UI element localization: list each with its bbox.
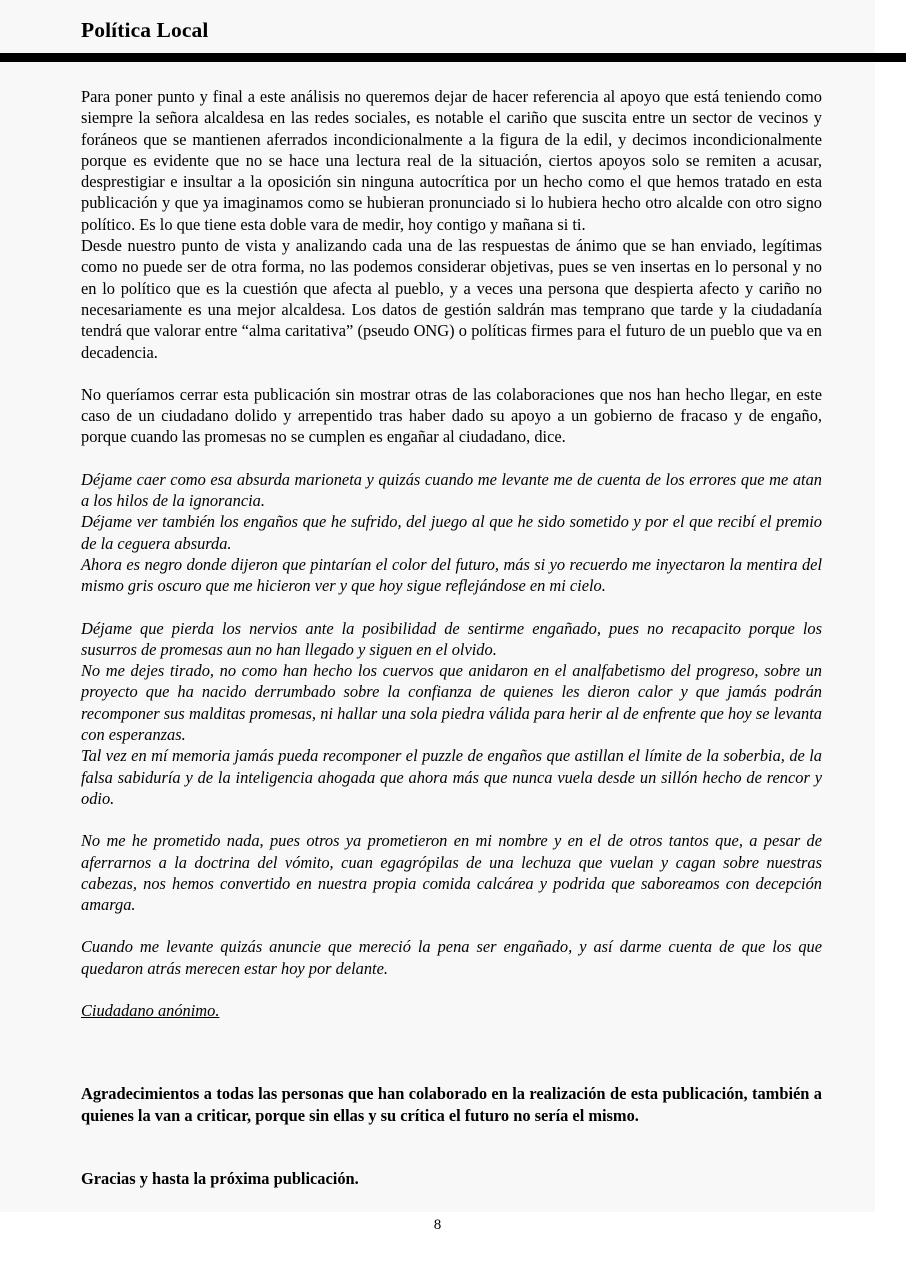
- letter-stanza-1-line-2: Déjame ver también los engaños que he sufrido, del juego al que he sido sometido y por el que recibí el premio de la ceguera absurda.: [81, 512, 822, 553]
- letter-stanza-2-line-3: Tal vez en mí memoria jamás pueda recomponer el puzzle de engaños que astillan el límite de la soberbia, de la falsa sabiduría y de la inteligencia ahogada que ahora más que nunca vuela desde un sillón hecho de rencor y odio.: [81, 746, 822, 808]
- letter-signature: [81, 1000, 822, 1021]
- letter-stanza-3: No me he prometido nada, pues otros ya prometieron en mi nombre y en el de otros tantos que, a pesar de aferrarnos a la doctrina del vómito, cuan egagrópilas de una lechuza que vuelan y cagan sobre nuestras cabezas, nos hemos convertido en nuestra propia comida calcárea y podrida que saboreamos con decepción amarga.: [81, 831, 822, 915]
- letter-stanza-4: Cuando me levante quizás anuncie que mereció la pena ser engañado, y así darme cuenta de que los que quedaron atrás merecen estar hoy por delante.: [81, 937, 822, 978]
- page-header: [0, 0, 875, 50]
- document-body: [81, 86, 822, 1189]
- letter-stanza-1-line-1: Déjame caer como esa absurda marioneta y quizás cuando me levante me de cuenta de los errores que me atan a los hilos de la ignorancia.: [81, 469, 822, 511]
- letter-stanza-1-line-3: Ahora es negro donde dijeron que pintarían el color del futuro, más si yo recuerdo me inyectaron la mentira del mismo gris oscuro que me hicieron ver y que hoy sigue reflejándose en mi cielo.: [81, 554, 822, 596]
- letter-signature-text: Ciudadano anónimo.: [81, 1000, 220, 1020]
- header-divider-rule: [0, 53, 906, 62]
- closing-paragraph: Gracias y hasta la próxima publicación.: [81, 1168, 359, 1188]
- page-number: 8: [433, 1217, 442, 1233]
- paragraph-intro: Para poner punto y final a este análisis no queremos dejar de hacer referencia al apoyo que está teniendo como siempre la señora alcaldesa en las redes sociales, es notable el cariño que suscita entre un sector de vecinos y foráneos que se mantienen aferrados incondicionalmente a la figura de la edil, y decimos incondicionalmente porque es evidente que no se hace una lectura real de la situación, ciertos apoyos solo se remiten a acusar, desprestigiar e insultar a la oposición sin ninguna autocrítica por un hecho como el que hemos tratado en esta publicación y que ya imaginamos como se hubieran pronunciado si lo hubiera hecho otro alcalde con otro signo político. Es lo que tiene esta doble vara de medir, hoy contigo y mañana si ti.: [81, 87, 822, 234]
- page-title: Política Local: [81, 18, 209, 42]
- letter-stanza-2-line-1: Déjame que pierda los nervios ante la posibilidad de sentirme engañado, pues no recapacito porque los susurros de promesas aun no han llegado y siguen en el olvido.: [81, 618, 822, 659]
- paragraph-analysis: Desde nuestro punto de vista y analizando cada una de las respuestas de ánimo que se han enviado, legítimas como no puede ser de otra forma, no las podemos considerar objetivas, pues se ven insertas en lo personal y no en lo político que es la cuestión que afecta al pueblo, y a veces una persona que despierta afecto y cariño no necesariamente es una mejor alcaldesa. Los datos de gestión saldrán mas temprano que tarde y la ciudadanía tendrá que valorar entre “alma caritativa” (pseudo ONG) o políticas firmes para el futuro de un pueblo que va en decadencia.: [81, 236, 822, 362]
- paragraph-collaborations: No queríamos cerrar esta publicación sin mostrar otras de las colaboraciones que nos han hecho llegar, en este caso de un ciudadano dolido y arrepentido tras haber dado su apoyo a un gobierno de fracaso y de engaño, porque cuando las promesas no se cumplen es engañar al ciudadano, dice.: [81, 384, 822, 447]
- acknowledgements-paragraph: Agradecimientos a todas las personas que han colaborado en la realización de esta publicación, también a quienes la van a criticar, porque sin ellas y su crítica el futuro no sería el mismo.: [81, 1084, 822, 1125]
- letter-stanza-2-line-2: No me dejes tirado, no como han hecho los cuervos que anidaron en el analfabetismo del progreso, sobre un proyecto que ha nacido derrumbado sobre la confianza de quienes les dieron calor y que jamás podrán recomponer sus malditas promesas, ni hallar una sola piedra válida para herir al de enfrente que hoy se levanta con esperanzas.: [81, 661, 822, 745]
